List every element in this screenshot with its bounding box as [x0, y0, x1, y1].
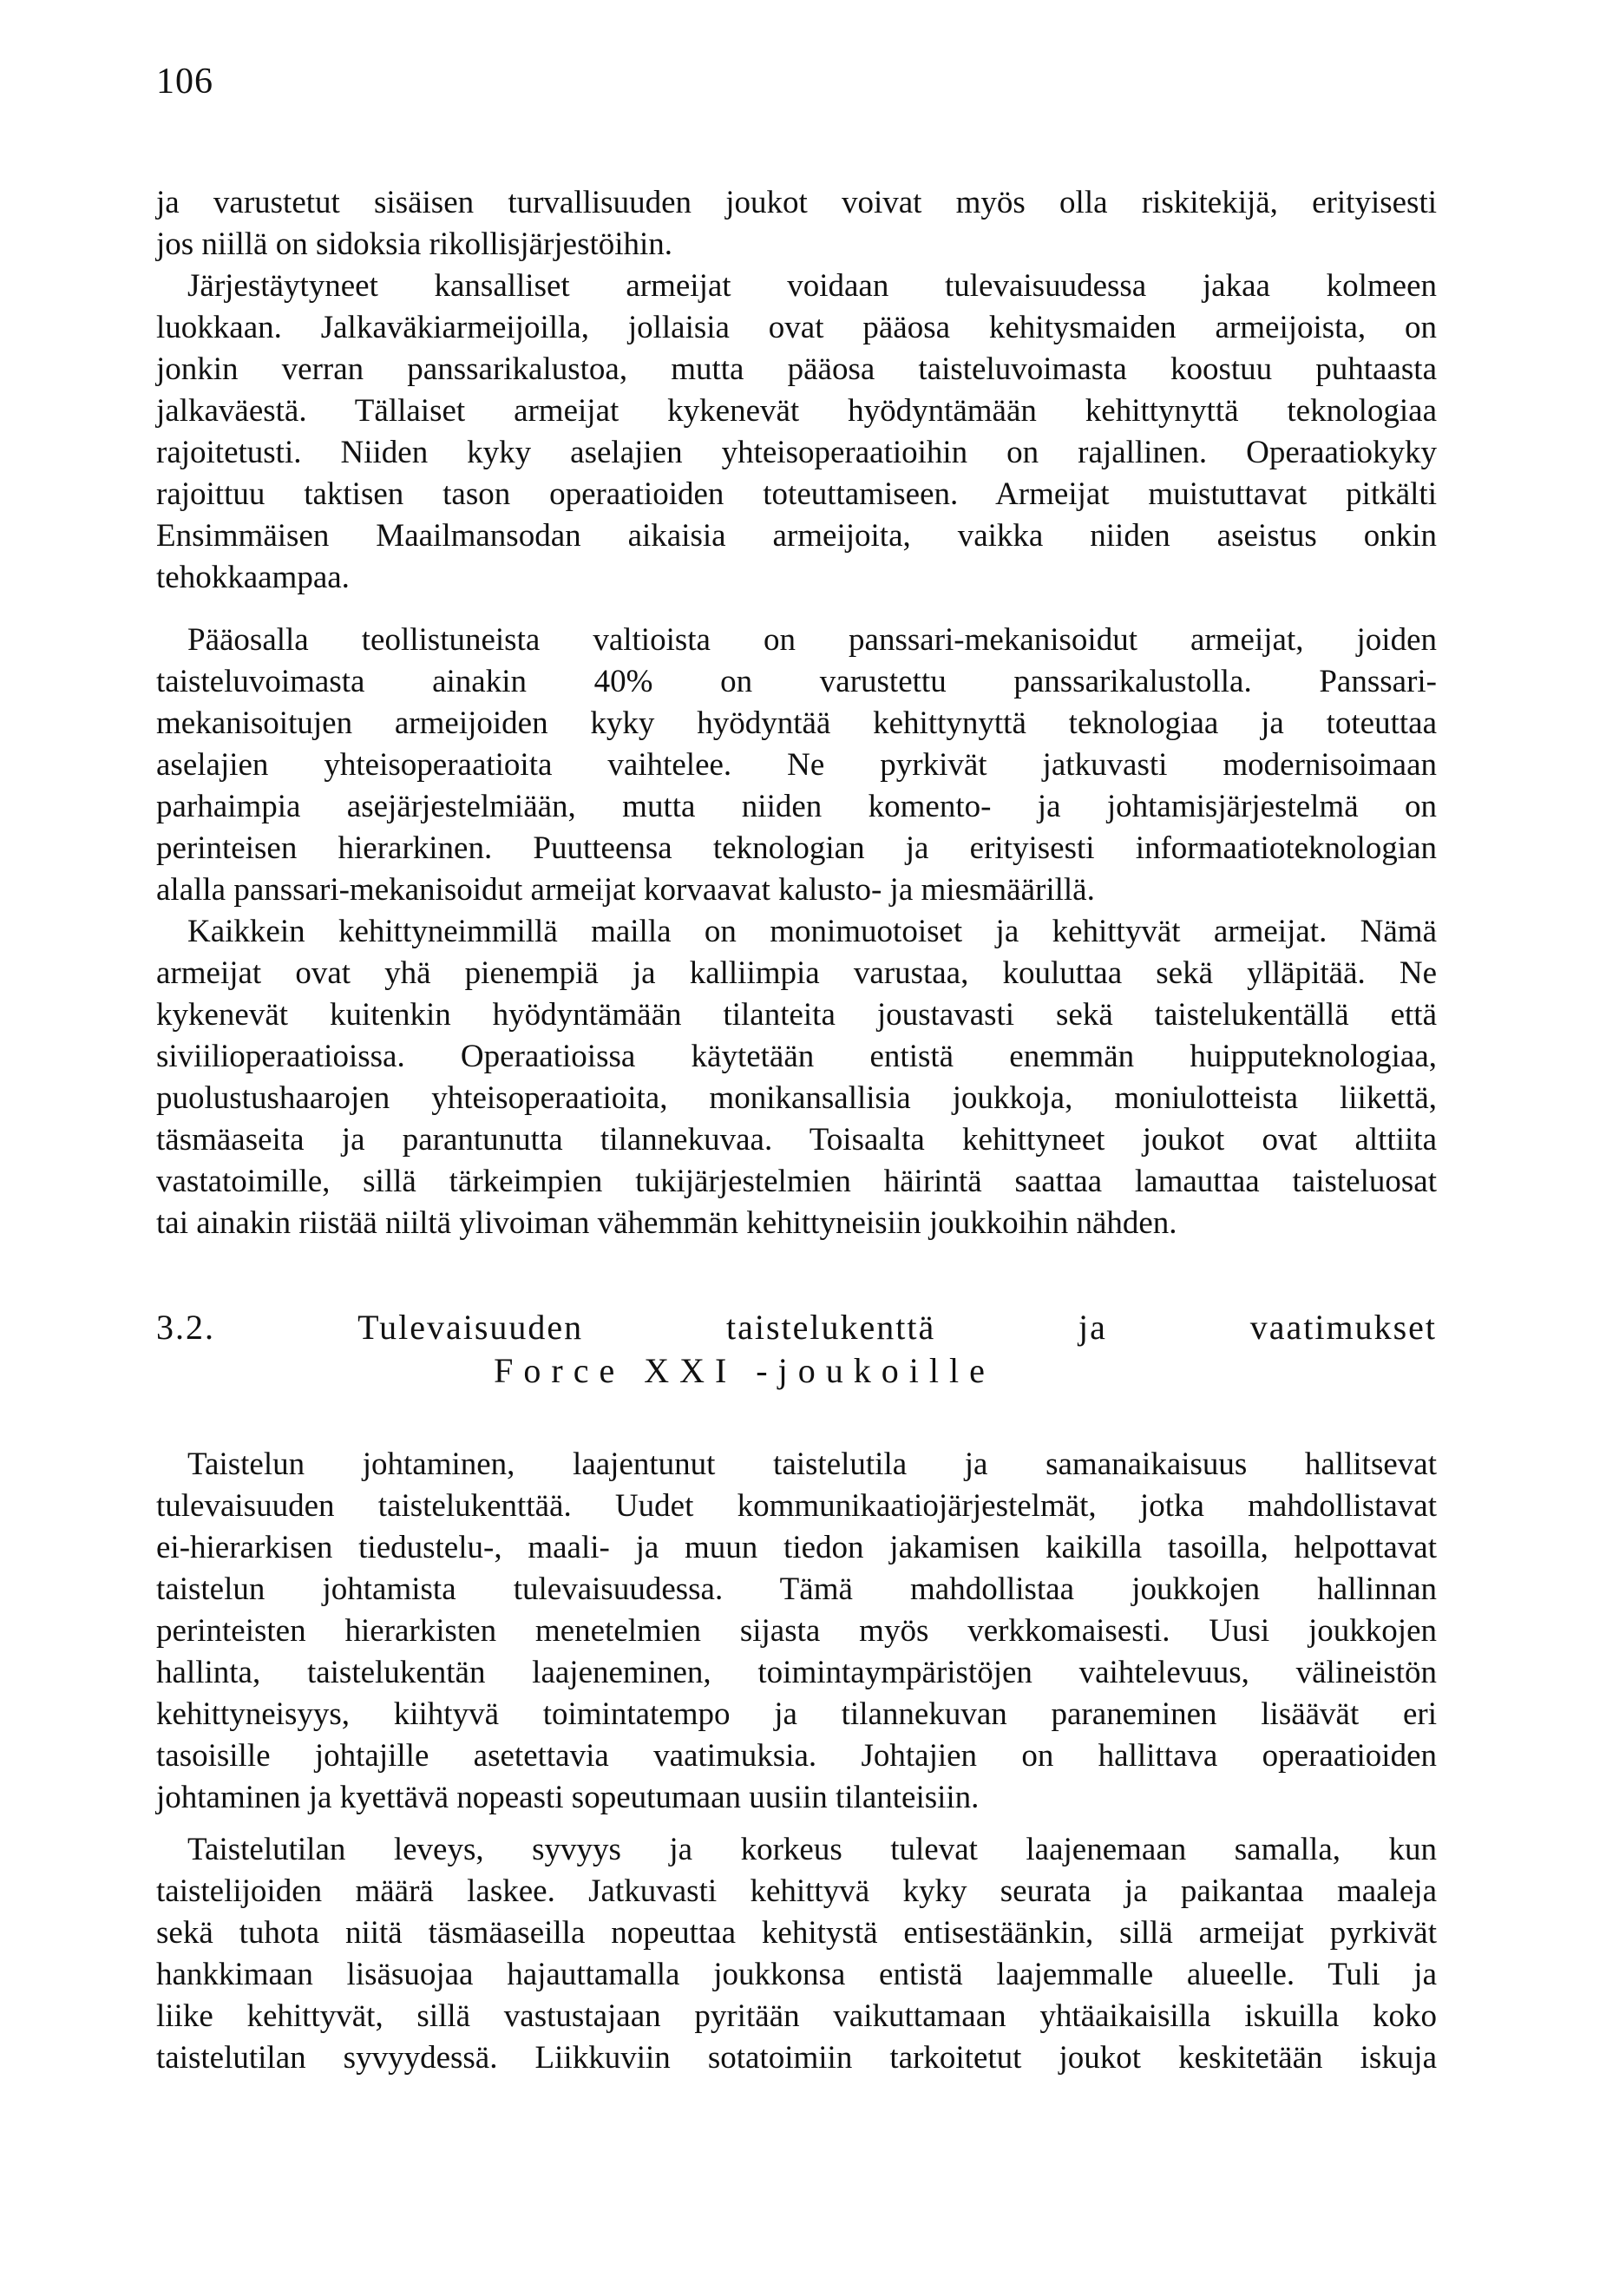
text-line: luokkaan. Jalkaväkiarmeijoilla, jollaisia ovat pääosa kehitysmaiden armeijoista, on — [156, 310, 1437, 345]
paragraph-advanced-armies — [156, 911, 1437, 1244]
text-line: taistelun johtamista tulevaisuudessa. Tämä mahdollistaa joukkojen hallinnan — [156, 1571, 1437, 1607]
text-line: kehittyneisyys, kiihtyvä toimintatempo ja tilannekuvan paraneminen lisäävät eri — [156, 1696, 1437, 1732]
text-line: johtaminen ja kyettävä nopeasti sopeutumaan uusiin tilanteisiin. — [156, 1780, 980, 1815]
text-line: ja varustetut sisäisen turvallisuuden joukot voivat myös olla riskitekijä, erityisesti — [156, 185, 1437, 220]
paragraph-battlespace — [156, 1829, 1437, 2079]
text-line: rajoittuu taktisen tason operaatioiden toteuttamiseen. Armeijat muistuttavat pitkälti — [156, 476, 1437, 512]
text-line: Kaikkein kehittyneimmillä mailla on monimuotoiset ja kehittyvät armeijat. Nämä — [187, 914, 1437, 949]
text-line: sekä tuhota niitä täsmäaseilla nopeuttaa kehitystä entisestäänkin, sillä armeijat pyrkivät — [156, 1915, 1437, 1951]
text-line: perinteisten hierarkisten menetelmien sijasta myös verkkomaisesti. Uusi joukkojen — [156, 1613, 1437, 1649]
text-line: jalkaväestä. Tällaiset armeijat kykenevät hyödyntämään kehittynyttä teknologiaa — [156, 393, 1437, 429]
text-line: puolustushaarojen yhteisoperaatioita, monikansallisia joukkoja, moniulotteista liikettä, — [156, 1080, 1437, 1116]
text-line: liike kehittyvät, sillä vastustajaan pyritään vaikuttamaan yhtäaikaisilla iskuilla koko — [156, 1998, 1437, 2034]
text-line: armeijat ovat yhä pienempiä ja kalliimpia varustaa, kouluttaa sekä ylläpitää. Ne — [156, 955, 1437, 991]
text-line: perinteisen hierarkinen. Puutteensa teknologian ja erityisesti informaatioteknologian — [156, 830, 1437, 866]
paragraph-intro — [156, 182, 1437, 266]
text-line: Ensimmäisen Maailmansodan aikaisia armeijoita, vaikka niiden aseistus onkin — [156, 518, 1437, 554]
text-line: jos niillä on sidoksia rikollisjärjestöihin. — [156, 226, 673, 262]
text-line: vastatoimille, sillä tärkeimpien tukijärjestelmien häirintä saattaa lamauttaa taisteluosat — [156, 1164, 1437, 1199]
text-line: Taistelun johtaminen, laajentunut taistelutila ja samanaikaisuus hallitsevat — [187, 1446, 1437, 1482]
text-line: jonkin verran panssarikalustoa, mutta pääosa taisteluvoimasta koostuu puhtaasta — [156, 351, 1437, 387]
section-heading — [156, 1306, 1437, 1393]
text-line: tulevaisuuden taistelukenttää. Uudet kommunikaatiojärjestelmät, jotka mahdollistavat — [156, 1488, 1437, 1524]
page-number: 106 — [156, 62, 213, 102]
text-line: rajoitetusti. Niiden kyky aselajien yhteisoperaatioihin on rajallinen. Operaatiokyky — [156, 435, 1437, 470]
text-line: taistelutilan syvyydessä. Liikkuviin sotatoimiin tarkoitetut joukot keskitetään iskuja — [156, 2040, 1437, 2076]
text-line: Järjestäytyneet kansalliset armeijat voidaan tulevaisuudessa jakaa kolmeen — [187, 268, 1437, 304]
text-line: taistelijoiden määrä laskee. Jatkuvasti kehittyvä kyky seurata ja paikantaa maaleja — [156, 1873, 1437, 1909]
section-number: 3.2. — [156, 1308, 215, 1347]
text-line: taisteluvoimasta ainakin 40% on varustettu panssarikalustolla. Panssari- — [156, 664, 1437, 699]
text-line: tai ainakin riistää niiltä ylivoiman vähemmän kehittyneisiin joukkoihin nähden. — [156, 1205, 1177, 1241]
text-line: kykenevät kuitenkin hyödyntämään tilanteita joustavasti sekä taistelukentällä että — [156, 997, 1437, 1033]
text-line: aselajien yhteisoperaatioita vaihtelee. Ne pyrkivät jatkuvasti modernisoimaan — [156, 747, 1437, 783]
text-line: tehokkaampaa. — [156, 560, 350, 595]
text-line: täsmäaseita ja parantunutta tilannekuvaa. Toisaalta kehittyneet joukot ovat alttiita — [156, 1122, 1437, 1158]
section-heading-line2: Force XXI -joukoille — [494, 1351, 995, 1390]
text-line: alalla panssari-mekanisoidut armeijat korvaavat kalusto- ja miesmäärillä. — [156, 872, 1095, 908]
text-line: ei-hierarkisen tiedustelu-, maali- ja muun tiedon jakamisen kaikilla tasoilla, helpottavat — [156, 1530, 1437, 1565]
text-line: Taistelutilan leveys, syvyys ja korkeus tulevat laajenemaan samalla, kun — [187, 1832, 1437, 1867]
text-line: tasoisille johtajille asetettavia vaatimuksia. Johtajien on hallittava operaatioiden — [156, 1738, 1437, 1774]
text-line: Pääosalla teollistuneista valtioista on panssari-mekanisoidut armeijat, joiden — [187, 622, 1437, 658]
text-line: parhaimpia asejärjestelmiään, mutta niiden komento- ja johtamisjärjestelmä on — [156, 789, 1437, 824]
text-line: siviilioperaatioissa. Operaatioissa käytetään entistä enemmän huipputeknologiaa, — [156, 1039, 1437, 1074]
text-line: hankkimaan lisäsuojaa hajauttamalla joukkonsa entistä laajemmalle alueelle. Tuli ja — [156, 1957, 1437, 1992]
section-heading-line1 — [156, 1306, 1437, 1349]
text-line: mekanisoitujen armeijoiden kyky hyödyntää kehittynyttä teknologiaa ja toteuttaa — [156, 705, 1437, 741]
section-title: Tulevaisuuden taistelukenttä ja vaatimukset — [357, 1308, 1437, 1347]
paragraph-army-types — [156, 266, 1437, 599]
paragraph-mechanized-armies — [156, 620, 1437, 911]
paragraph-battle-command — [156, 1444, 1437, 1819]
text-line: hallinta, taistelukentän laajeneminen, toimintaympäristöjen vaihtelevuus, välineistön — [156, 1655, 1437, 1690]
